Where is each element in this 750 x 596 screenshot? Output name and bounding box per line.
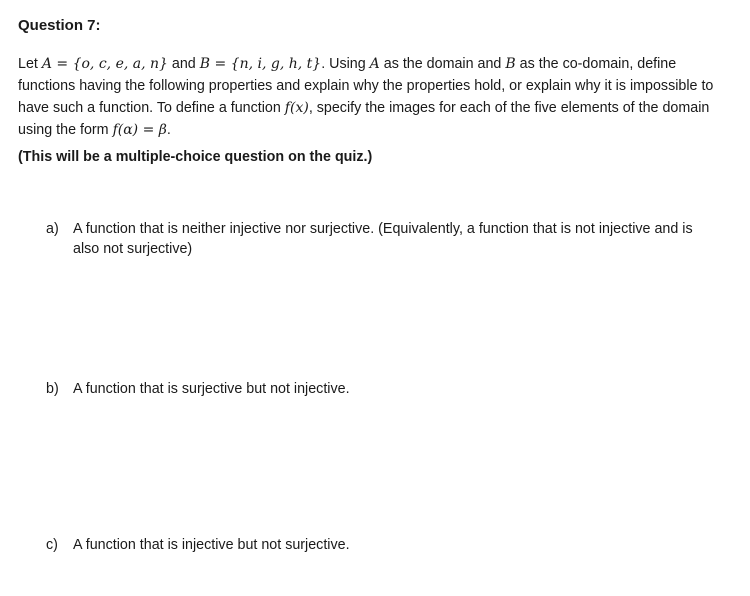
math-form-expression: f(α) = β — [112, 122, 167, 138]
part-b — [46, 379, 716, 399]
question-title: Question 7: — [18, 17, 101, 34]
intro-text-2: and — [167, 56, 200, 72]
intro-text-3: . Using — [321, 56, 370, 72]
math-set-b: B = {n, i, g, h, t} — [199, 56, 322, 72]
math-set-a: A = {o, c, e, a, n} — [41, 56, 168, 72]
question-intro — [18, 53, 730, 141]
part-a-letter: a) — [46, 221, 59, 237]
part-b-letter: b) — [46, 381, 59, 397]
part-a-text: A function that is neither injective nor surjective. (Equivalently, a function that is not injective and is also not surjective) — [73, 221, 693, 257]
part-c-text: A function that is injective but not surjective. — [73, 537, 350, 553]
part-b-text: A function that is surjective but not injective. — [73, 381, 350, 397]
intro-text-7: . — [166, 122, 171, 138]
intro-text-5: as the co-domain, define functions having the following properties and explain why the properties hold, or explain why it is impossible to have such a function. To define a function — [18, 56, 714, 116]
math-function-fx: f(x) — [284, 100, 309, 116]
part-a — [46, 219, 716, 259]
intro-text-1: Let — [18, 56, 42, 72]
part-c — [46, 535, 716, 555]
quiz-note: (This will be a multiple-choice question on the quiz.) — [18, 149, 373, 165]
intro-text-6: , specify the images for each of the five elements of the domain using the form — [18, 100, 710, 138]
math-domain-symbol: A — [369, 56, 380, 72]
intro-text-4: as the domain and — [379, 56, 506, 72]
math-codomain-symbol: B — [505, 56, 516, 72]
part-c-letter: c) — [46, 537, 58, 553]
